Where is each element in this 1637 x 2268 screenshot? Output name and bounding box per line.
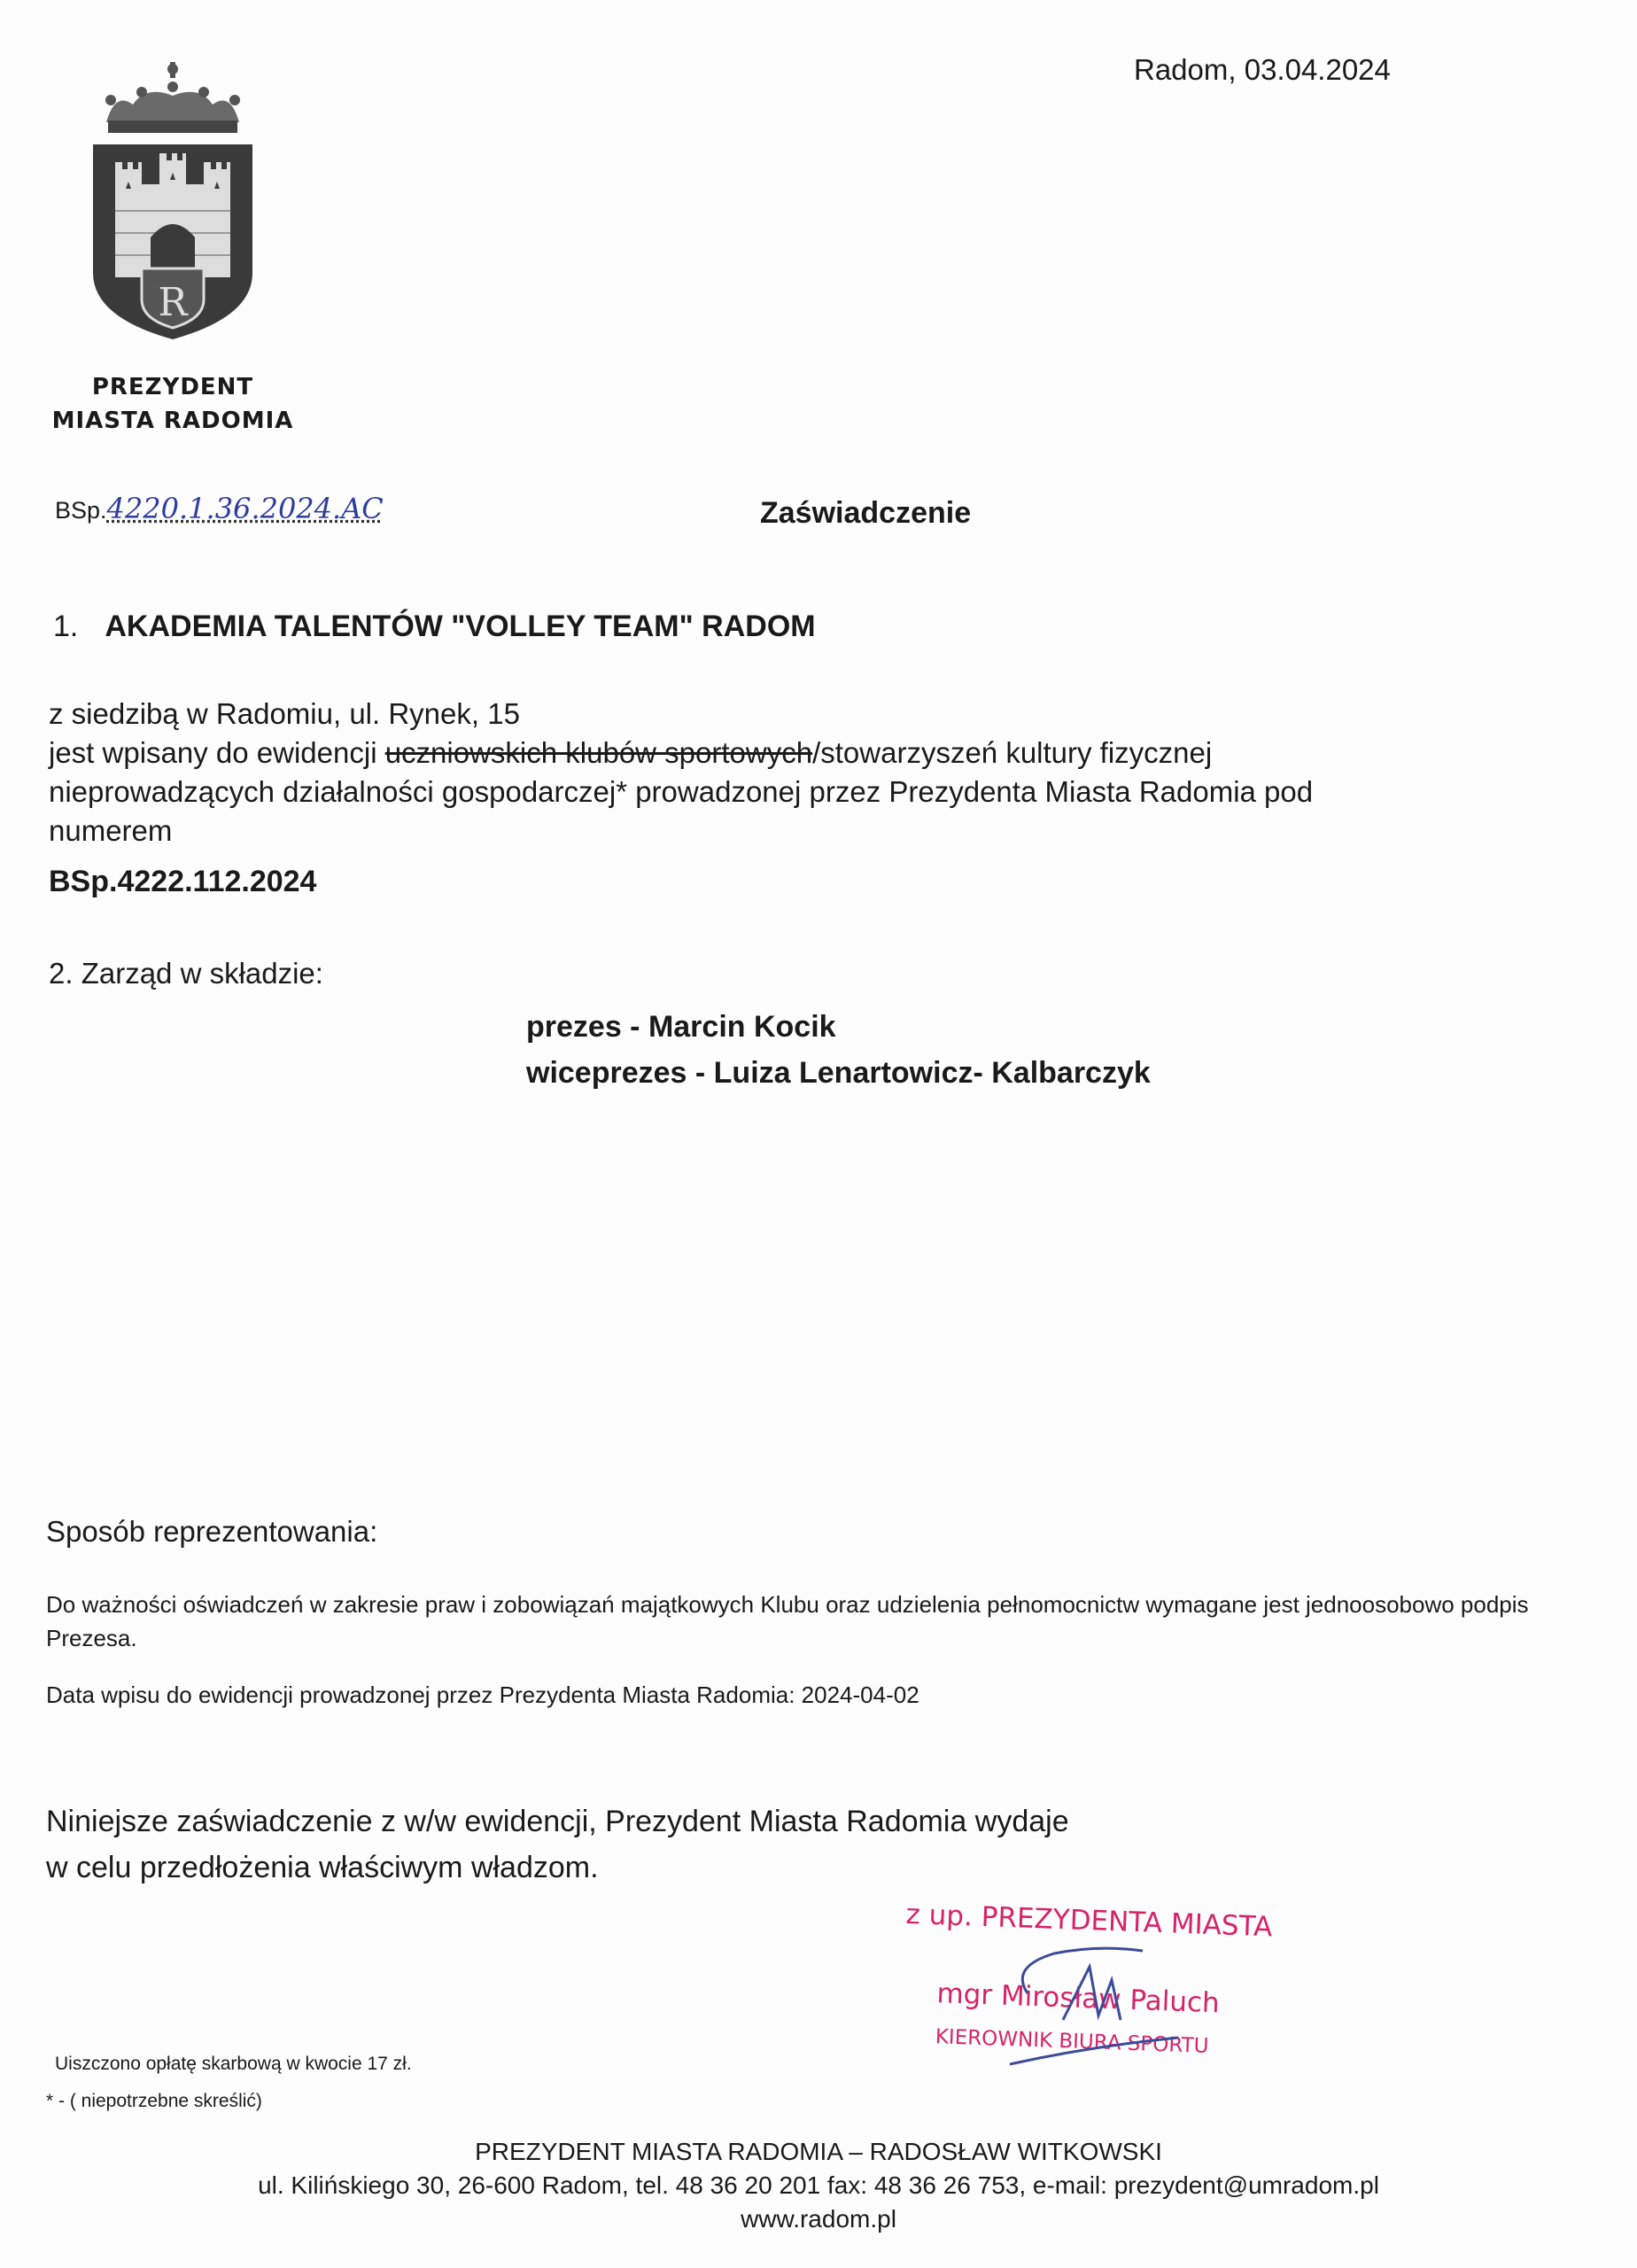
issuance-line2: w celu przedłożenia właściwym władzom.: [46, 1851, 599, 1884]
board-member: wiceprezes - Luiza Lenartowicz- Kalbarczyk: [526, 1056, 1151, 1090]
registry-line1: [49, 734, 1555, 773]
board-heading: 2. Zarząd w składzie:: [49, 957, 323, 990]
document-date: Radom, 03.04.2024: [1134, 53, 1391, 86]
reference-handwritten: 4220.1.36.2024.AC: [106, 492, 384, 525]
issuance-line1: Niniejsze zaświadczenie z w/w ewidencji, Prezydent Miasta Radomia wydaje: [46, 1805, 1069, 1838]
registry-paragraph: [49, 695, 1555, 850]
club-name: AKADEMIA TALENTÓW "VOLLEY TEAM" RADOM: [105, 610, 816, 643]
footer-line1: PREZYDENT MIASTA RADOMIA – RADOSŁAW WITKOWSKI: [475, 2138, 1162, 2165]
registry-number: BSp.4222.112.2024: [49, 865, 317, 898]
asterisk-note: * - ( niepotrzebne skreślić): [46, 2091, 262, 2111]
footer-contact: ul. Kilińskiego 30, 26-600 Radom, tel. 48 36 20 201 fax: 48 36 26 753, e-mail: prezydent@umradom.pl: [258, 2171, 1379, 2199]
representation-heading: Sposób reprezentowania:: [46, 1515, 378, 1548]
footer-website: www.radom.pl: [741, 2205, 896, 2233]
svg-text:R: R: [158, 280, 188, 325]
board-members: [526, 1004, 1151, 1096]
issuer-name-line1: PREZYDENT: [91, 374, 254, 400]
handwritten-signature: [957, 1931, 1240, 2073]
stamp-line2: mgr Mirosław Paluch: [935, 1977, 1221, 2020]
registry-struck-text: uczniowskich klubów sportowych: [384, 736, 813, 769]
document-title: Zaświadczenie: [760, 496, 972, 530]
issuer-name: [44, 370, 301, 438]
issuance-statement: [46, 1798, 1069, 1891]
representation-text: Do ważności oświadczeń w zakresie praw i zobowiązań majątkowych Klubu oraz udzielenia pełnomocnictw wymagane jest jednoosobowo podpis Prezesa.: [46, 1591, 1529, 1651]
stamp-line1: z up. PREZYDENTA MIASTA: [905, 1898, 1273, 1944]
section-number: 1.: [53, 610, 79, 643]
board-member: prezes - Marcin Kocik: [526, 1010, 836, 1044]
registry-text-after: /stowarzyszeń kultury fizycznej: [812, 736, 1213, 769]
fee-note: Uiszczono opłatę skarbową w kwocie 17 zł.: [55, 2054, 412, 2074]
stamp-line3: KIEROWNIK BIURA SPORTU: [935, 2025, 1209, 2058]
entry-date: Data wpisu do ewidencji prowadzonej przez Prezydenta Miasta Radomia: 2024-04-02: [46, 1682, 919, 1708]
reference-prefix: BSp.: [55, 497, 107, 524]
address-line: z siedzibą w Radomiu, ul. Rynek, 15: [49, 697, 520, 730]
reference-number: [55, 492, 384, 525]
registry-text-before: jest wpisany do ewidencji: [49, 736, 385, 769]
registry-line3: numerem: [49, 814, 173, 847]
page-footer: [0, 2135, 1637, 2236]
radom-coat-of-arms-icon: [80, 60, 266, 344]
club-heading: [53, 610, 816, 644]
issuer-name-line2: MIASTA RADOMIA: [51, 408, 294, 434]
registry-line2: nieprowadzących działalności gospodarczej* prowadzonej przez Prezydenta Miasta Radomia pod: [49, 775, 1314, 808]
